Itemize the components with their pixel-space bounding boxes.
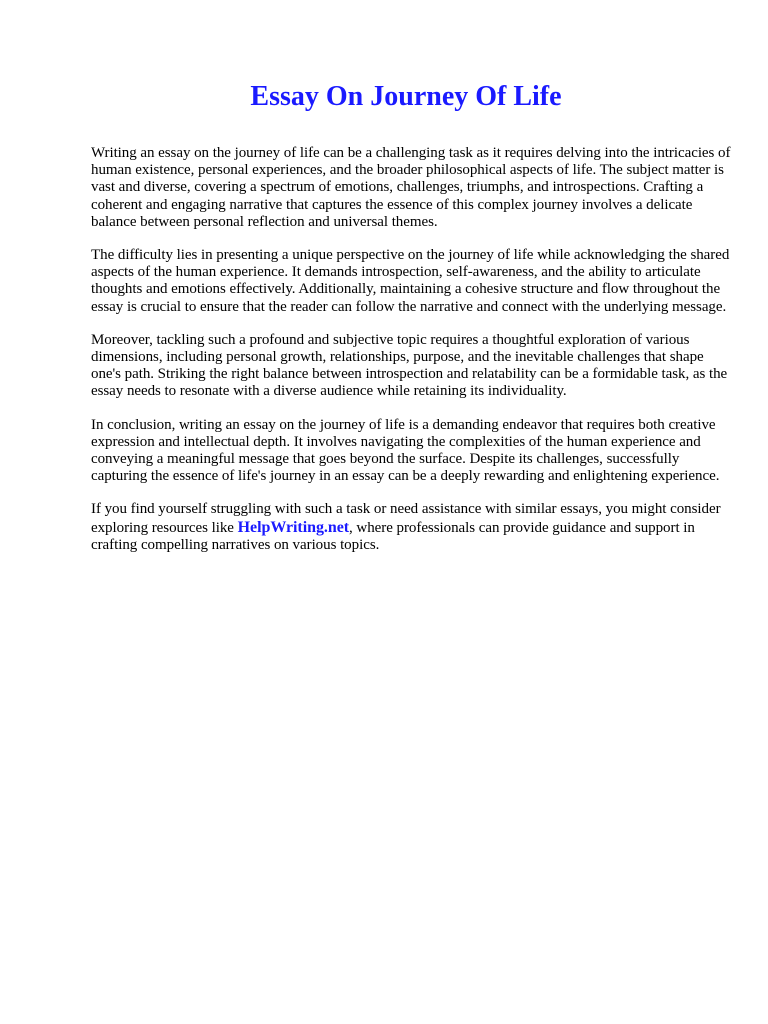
page-title: Essay On Journey Of Life bbox=[250, 81, 562, 112]
closing-text-after-link: , where professionals can provide guidance and support in crafting compelling narratives on various topics. bbox=[91, 519, 695, 553]
paragraph-4: In conclusion, writing an essay on the journey of life is a demanding endeavor that requires both creative expression and intellectual depth. It involves navigating the complexities of the human experience and conveying a meaningful message that goes beyond the surface. Despite its challenges, successfully capturing the essence of life's journey in an essay can be a deeply rewarding and enlightening experience. bbox=[91, 416, 720, 485]
closing-paragraph bbox=[91, 501, 731, 554]
essay-body bbox=[91, 145, 731, 570]
paragraph-1: Writing an essay on the journey of life can be a challenging task as it requires delving into the intricacies of human existence, personal experiences, and the broader philosophical aspects of life. The subject matter is vast and diverse, covering a spectrum of emotions, challenges, triumphs, and introspections. Crafting a coherent and engaging narrative that captures the essence of this complex journey involves a delicate balance between personal reflection and universal themes. bbox=[91, 145, 731, 230]
closing-text-before-link: If you find yourself struggling with such a task or need assistance with similar essays, you might consider exploring resources like bbox=[91, 501, 721, 536]
helpwriting-link[interactable]: HelpWriting.net bbox=[237, 518, 350, 536]
paragraph-2: The difficulty lies in presenting a unique perspective on the journey of life while acknowledging the shared aspects of the human experience. It demands introspection, self-awareness, and the ability to articulate thoughts and emotions effectively. Additionally, maintaining a cohesive structure and flow throughout the essay is crucial to ensure that the reader can follow the narrative and connect with the underlying message. bbox=[91, 247, 730, 315]
paragraph-3: Moreover, tackling such a profound and subjective topic requires a thoughtful exploration of various dimensions, including personal growth, relationships, purpose, and the inevitable challenges that shape one's path. Striking the right balance between introspection and relatability can be a formidable task, as the essay needs to resonate with a diverse audience while retaining its individuality. bbox=[91, 331, 728, 400]
